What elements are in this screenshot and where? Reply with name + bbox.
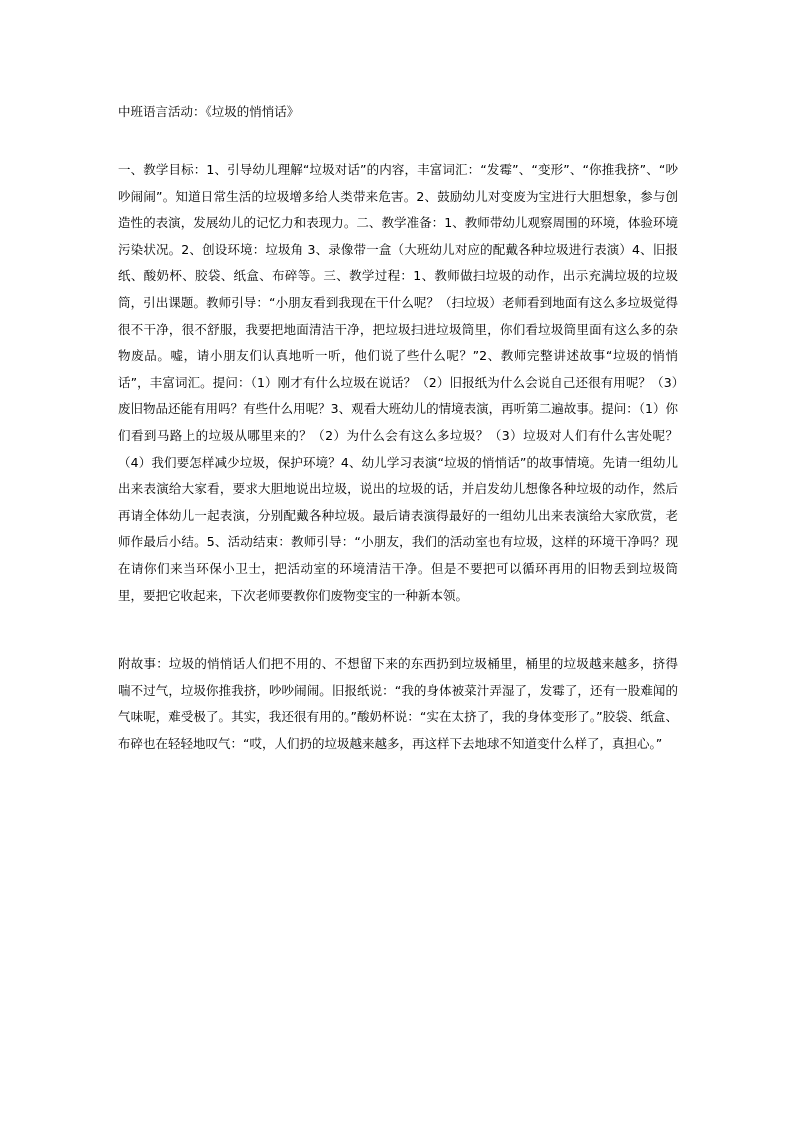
appendix-story-paragraph: 附故事：垃圾的悄悄话人们把不用的、不想留下来的东西扔到垃圾桶里，桶里的垃圾越来越多，挤得喘不过气，垃圾你推我挤，吵吵闹闹。旧报纸说：“我的身体被菜汁弄湿了，发霉了，还有一股难闻的气味呢，难受极了。其实，我还很有用的。”酸奶杯说：“实在太挤了，我的身体变形了。”胶袋、纸盒、布碎也在轻轻地叹气：“哎，人们扔的垃圾越来越多，再这样下去地球不知道变什么样了，真担心。” xyxy=(118,656,678,751)
lesson-plan-paragraph: 一、教学目标：1、引导幼儿理解“垃圾对话”的内容，丰富词汇：“发霉”、“变形”、“你推我挤”、“吵吵闹闹”。知道日常生活的垃圾增多给人类带来危害。2、鼓励幼儿对变废为宝进行大胆想象，参与创造性的表演，发展幼儿的记忆力和表现力。二、教学准备：1、教师带幼儿观察周围的环境，体验环境污染状况。2、创设环境：垃圾角 3、录像带一盒（大班幼儿对应的配戴各种垃圾进行表演）4、旧报纸、酸奶杯、胶袋、纸盒、布碎等。三、教学过程：1、教师做扫垃圾的动作，出示充满垃圾的垃圾筒，引出课题。教师引导：“小朋友看到我现在干什么呢？（扫垃圾）老师看到地面有这么多垃圾觉得很不干净，很不舒服，我要把地面清洁干净，把垃圾扫进垃圾筒里，你们看垃圾筒里面有这么多的杂物废品。嘘，请小朋友们认真地听一听，他们说了些什么呢？”2、教师完整讲述故事“垃圾的悄悄话”，丰富词汇。提问：（1）刚才有什么垃圾在说话？（2）旧报纸为什么会说自己还很有用呢？（3）废旧物品还能有用吗？有些什么用呢？3、观看大班幼儿的情境表演，再听第二遍故事。提问：（1）你们看到马路上的垃圾从哪里来的？（2）为什么会有这么多垃圾？（3）垃圾对人们有什么害处呢？（4）我们要怎样减少垃圾，保护环境？4、幼儿学习表演“垃圾的悄悄话”的故事情境。先请一组幼儿出来表演给大家看，要求大胆地说出垃圾，说出的垃圾的话，并启发幼儿想像各种垃圾的动作，然后再请全体幼儿一起表演，分别配戴各种垃圾。最后请表演得最好的一组幼儿出来表演给大家欣赏，老师作最后小结。5、活动结束：教师引导：“小朋友，我们的活动室也有垃圾，这样的环境干净吗？现在请你们来当环保小卫士，把活动室的环境清洁干净。但是不要把可以循环再用的旧物丢到垃圾筒里，要把它收起来，下次老师要教你们废物变宝的一种新本领。 xyxy=(118,162,678,603)
document-title: 中班语言活动：《垃圾的悄悄话》 xyxy=(118,104,300,119)
